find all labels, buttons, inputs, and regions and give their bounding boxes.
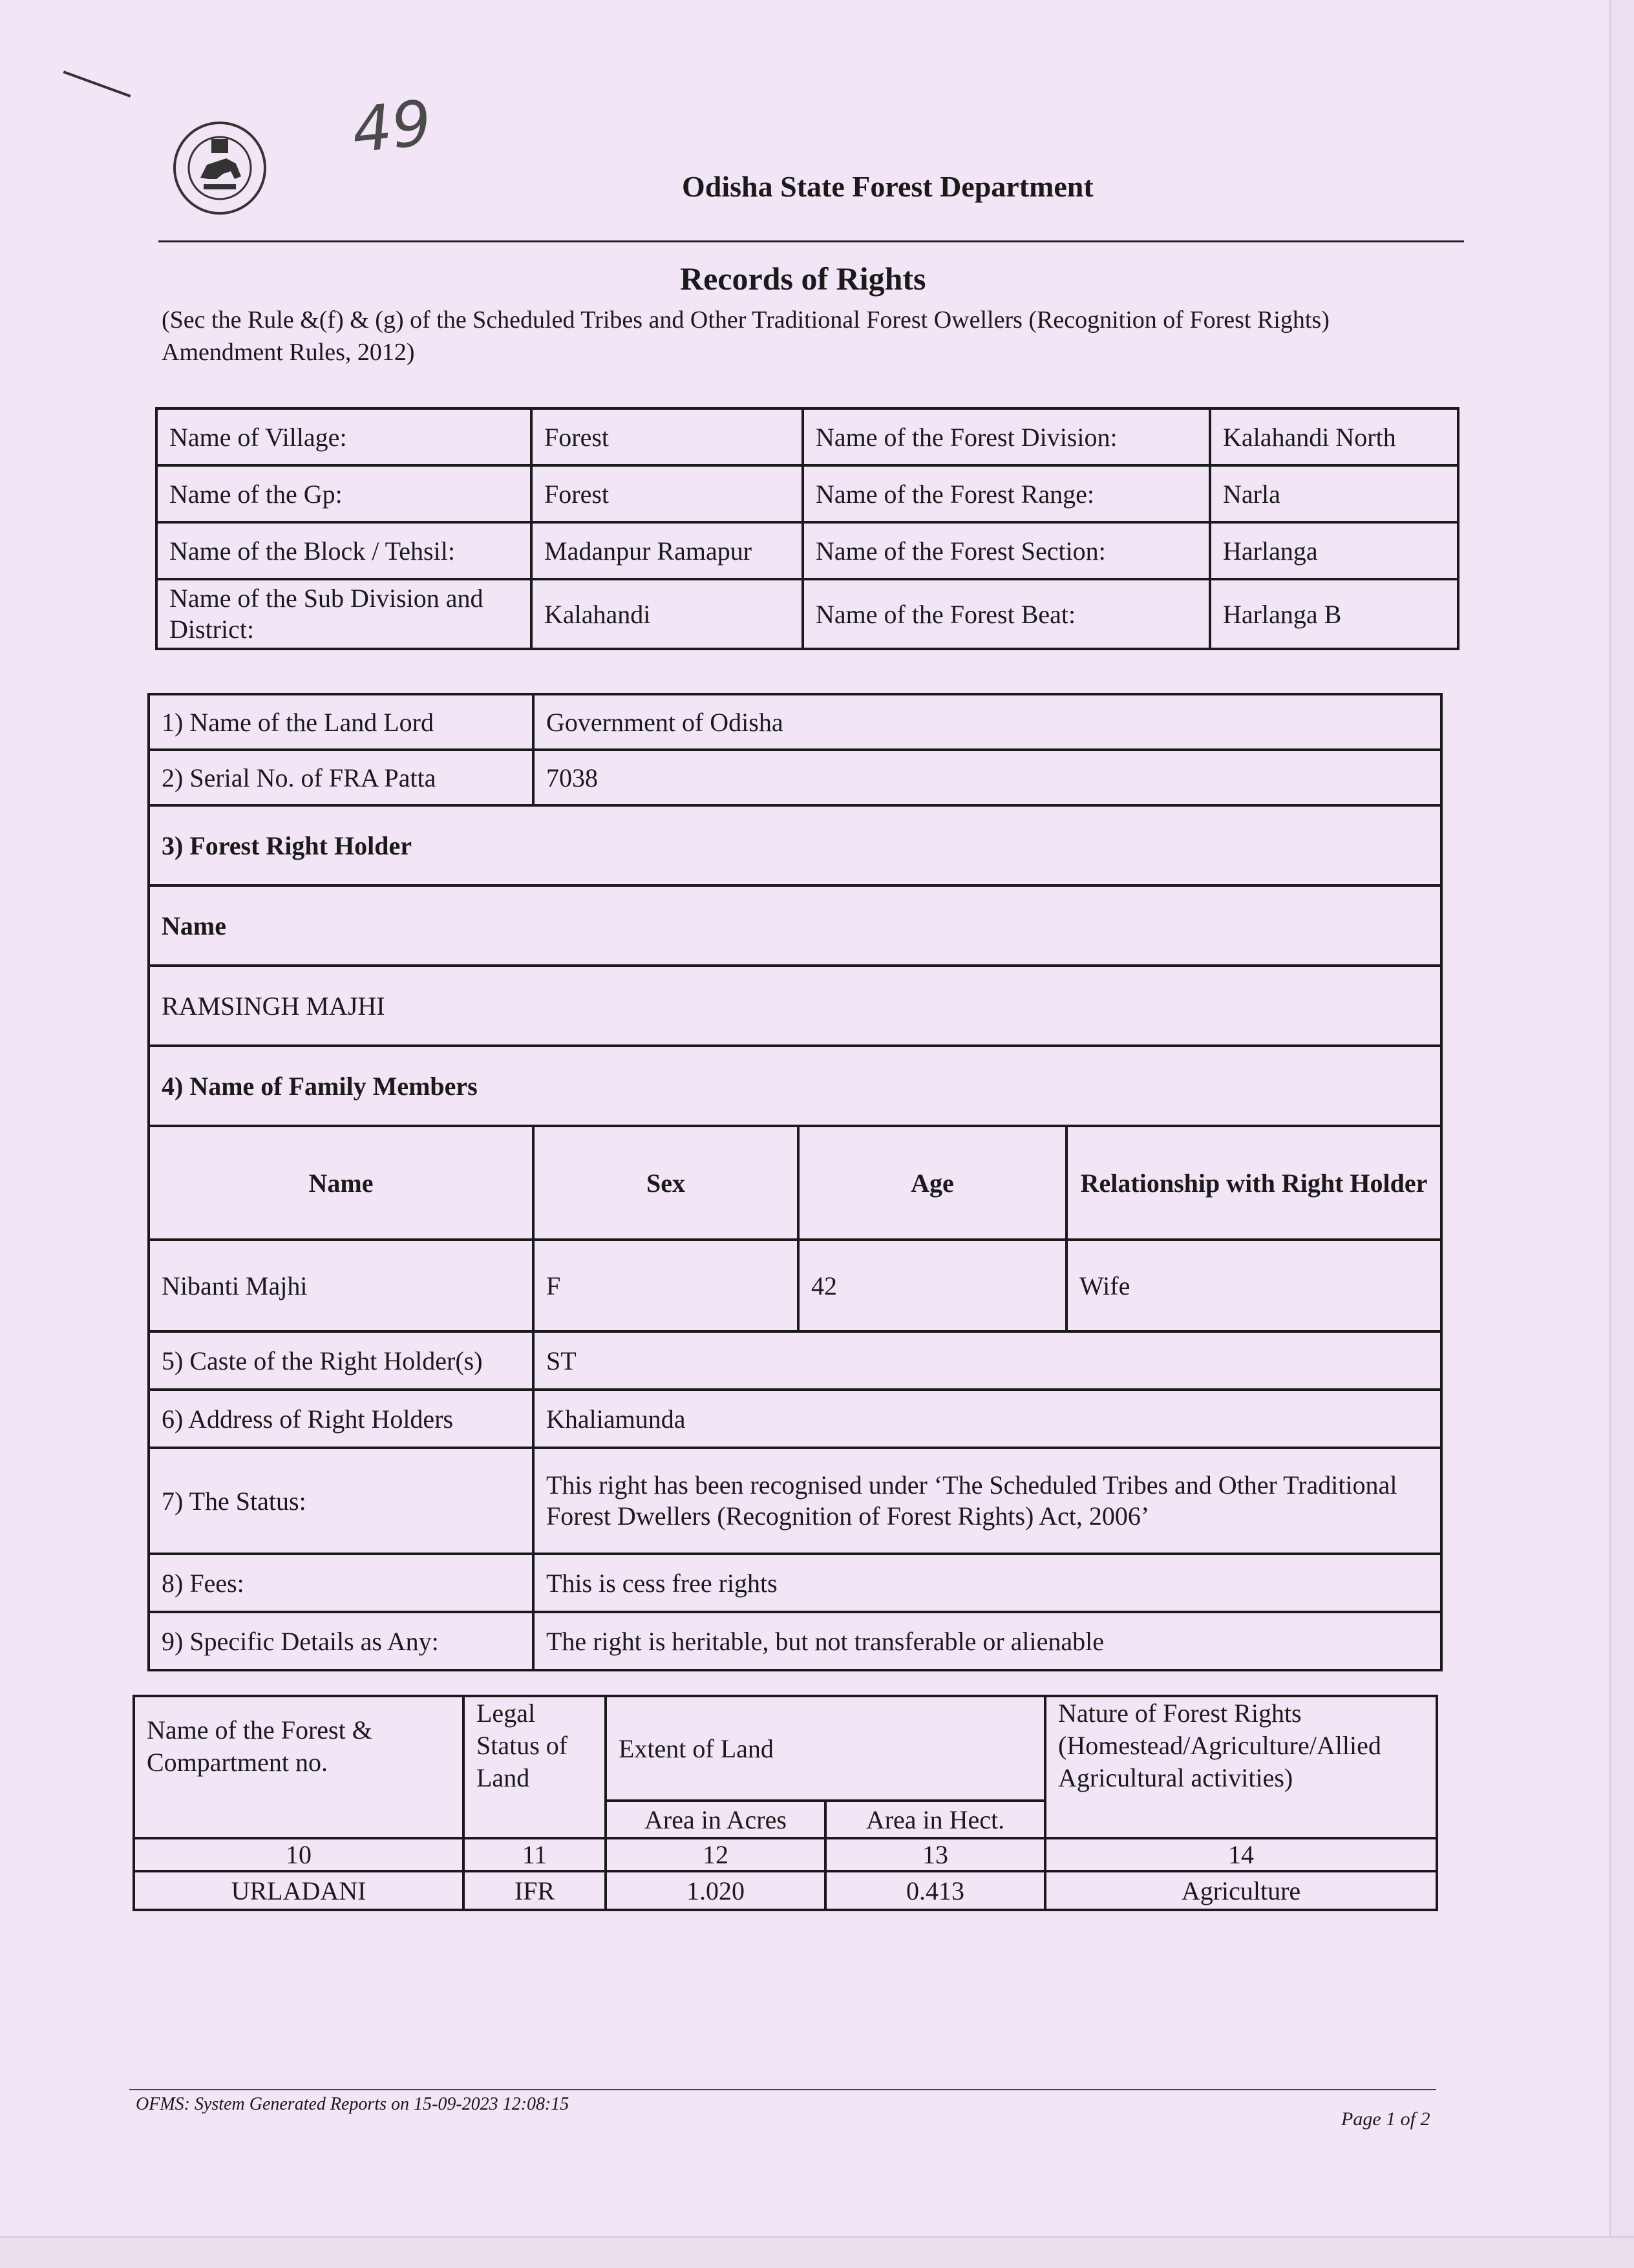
col-number: 14	[1045, 1838, 1437, 1871]
odisha-emblem-icon	[171, 120, 268, 217]
holder-name: RAMSINGH MAJHI	[149, 966, 1441, 1046]
table-row	[156, 522, 1458, 579]
beat-label: Name of the Forest Beat:	[803, 579, 1210, 649]
land-lord-label: 1) Name of the Land Lord	[149, 694, 533, 750]
gp-value: Forest	[531, 465, 803, 522]
village-value: Forest	[531, 408, 803, 465]
col-number: 11	[463, 1838, 606, 1871]
col-nature-header: Nature of Forest Rights (Homestead/Agriculture/Allied Agricultural activities)	[1045, 1696, 1437, 1838]
status-label: 7) The Status:	[149, 1448, 533, 1554]
address-value: Khaliamunda	[533, 1390, 1441, 1448]
generated-timestamp: OFMS: System Generated Reports on 15-09-2023 12:08:15	[136, 2094, 569, 2114]
section-label: Name of the Forest Section:	[803, 522, 1210, 579]
col-extent-header: Extent of Land	[606, 1696, 1045, 1801]
table-row	[149, 805, 1441, 885]
specific-value: The right is heritable, but not transferable or alienable	[533, 1612, 1441, 1670]
col-forest-header: Name of the Forest & Compartment no.	[134, 1696, 463, 1838]
handwritten-number: 49	[348, 86, 435, 167]
family-col-relationship: Relationship with Right Holder	[1066, 1126, 1441, 1240]
table-row	[156, 408, 1458, 465]
village-label: Name of Village:	[156, 408, 531, 465]
area-hect: 0.413	[825, 1871, 1045, 1910]
records-title: Records of Rights	[680, 260, 926, 297]
section-value: Harlanga	[1210, 522, 1458, 579]
range-value: Narla	[1210, 465, 1458, 522]
legal-status: IFR	[463, 1871, 606, 1910]
family-col-sex: Sex	[533, 1126, 798, 1240]
subdivision-value: Kalahandi	[531, 579, 803, 649]
table-row	[134, 1871, 1437, 1910]
subdivision-label: Name of the Sub Division and District:	[156, 579, 531, 649]
page-bottom-edge	[0, 2236, 1634, 2268]
table-row	[149, 1390, 1441, 1448]
col-hect-header: Area in Hect.	[825, 1801, 1045, 1838]
table-row	[149, 750, 1441, 805]
nature-of-rights: Agriculture	[1045, 1871, 1437, 1910]
table-row	[149, 1331, 1441, 1390]
rights-details-table	[147, 693, 1443, 1671]
status-line-2: Forest Dwellers (Recognition of Forest Rights) Act, 2006’	[546, 1501, 1150, 1531]
family-col-age: Age	[798, 1126, 1066, 1240]
range-label: Name of the Forest Range:	[803, 465, 1210, 522]
page-number: Page 1 of 2	[1341, 2108, 1430, 2130]
block-label: Name of the Block / Tehsil:	[156, 522, 531, 579]
status-line-1: This right has been recognised under ‘The Scheduled Tribes and Other Traditional	[546, 1470, 1397, 1500]
address-label: 6) Address of Right Holders	[149, 1390, 533, 1448]
col-number: 13	[825, 1838, 1045, 1871]
table-row	[149, 1448, 1441, 1554]
serial-label: 2) Serial No. of FRA Patta	[149, 750, 533, 805]
table-row	[149, 1240, 1441, 1331]
col-number: 12	[606, 1838, 825, 1871]
table-row	[134, 1838, 1437, 1871]
table-row	[149, 1126, 1441, 1240]
table-row	[149, 1612, 1441, 1670]
member-name: Nibanti Majhi	[149, 1240, 533, 1331]
table-row	[134, 1696, 1437, 1801]
holder-heading: 3) Forest Right Holder	[149, 805, 1441, 885]
name-heading: Name	[149, 885, 1441, 966]
location-table	[155, 407, 1459, 650]
fees-value: This is cess free rights	[533, 1554, 1441, 1612]
table-row	[149, 694, 1441, 750]
caste-value: ST	[533, 1331, 1441, 1390]
col-acres-header: Area in Acres	[606, 1801, 825, 1838]
family-col-name: Name	[149, 1126, 533, 1240]
gp-label: Name of the Gp:	[156, 465, 531, 522]
rules-subtitle: (Sec the Rule &(f) & (g) of the Scheduled Tribes and Other Traditional Forest Owellers (Recognition of Forest Rights) Amendment Rules, 2012)	[162, 306, 1330, 366]
specific-label: 9) Specific Details as Any:	[149, 1612, 533, 1670]
page-edge	[1609, 0, 1634, 2267]
land-lord-value: Government of Odisha	[533, 694, 1441, 750]
footer-rule	[129, 2089, 1436, 2090]
table-row	[149, 1554, 1441, 1612]
member-age: 42	[798, 1240, 1066, 1331]
table-row	[149, 885, 1441, 966]
caste-label: 5) Caste of the Right Holder(s)	[149, 1331, 533, 1390]
header-rule	[158, 240, 1464, 242]
table-row	[149, 966, 1441, 1046]
land-table	[133, 1695, 1438, 1911]
family-heading: 4) Name of Family Members	[149, 1046, 1441, 1126]
table-row	[149, 1046, 1441, 1126]
forest-name: URLADANI	[134, 1871, 463, 1910]
member-sex: F	[533, 1240, 798, 1331]
table-row	[156, 465, 1458, 522]
serial-value: 7038	[533, 750, 1441, 805]
table-row	[156, 579, 1458, 649]
division-value: Kalahandi North	[1210, 408, 1458, 465]
beat-value: Harlanga B	[1210, 579, 1458, 649]
fees-label: 8) Fees:	[149, 1554, 533, 1612]
block-value: Madanpur Ramapur	[531, 522, 803, 579]
col-number: 10	[134, 1838, 463, 1871]
area-acres: 1.020	[606, 1871, 825, 1910]
division-label: Name of the Forest Division:	[803, 408, 1210, 465]
status-value	[533, 1448, 1441, 1554]
department-title: Odisha State Forest Department	[682, 170, 1094, 203]
pen-stroke	[63, 70, 131, 97]
member-relationship: Wife	[1066, 1240, 1441, 1331]
col-legal-header: Legal Status of Land	[463, 1696, 606, 1838]
